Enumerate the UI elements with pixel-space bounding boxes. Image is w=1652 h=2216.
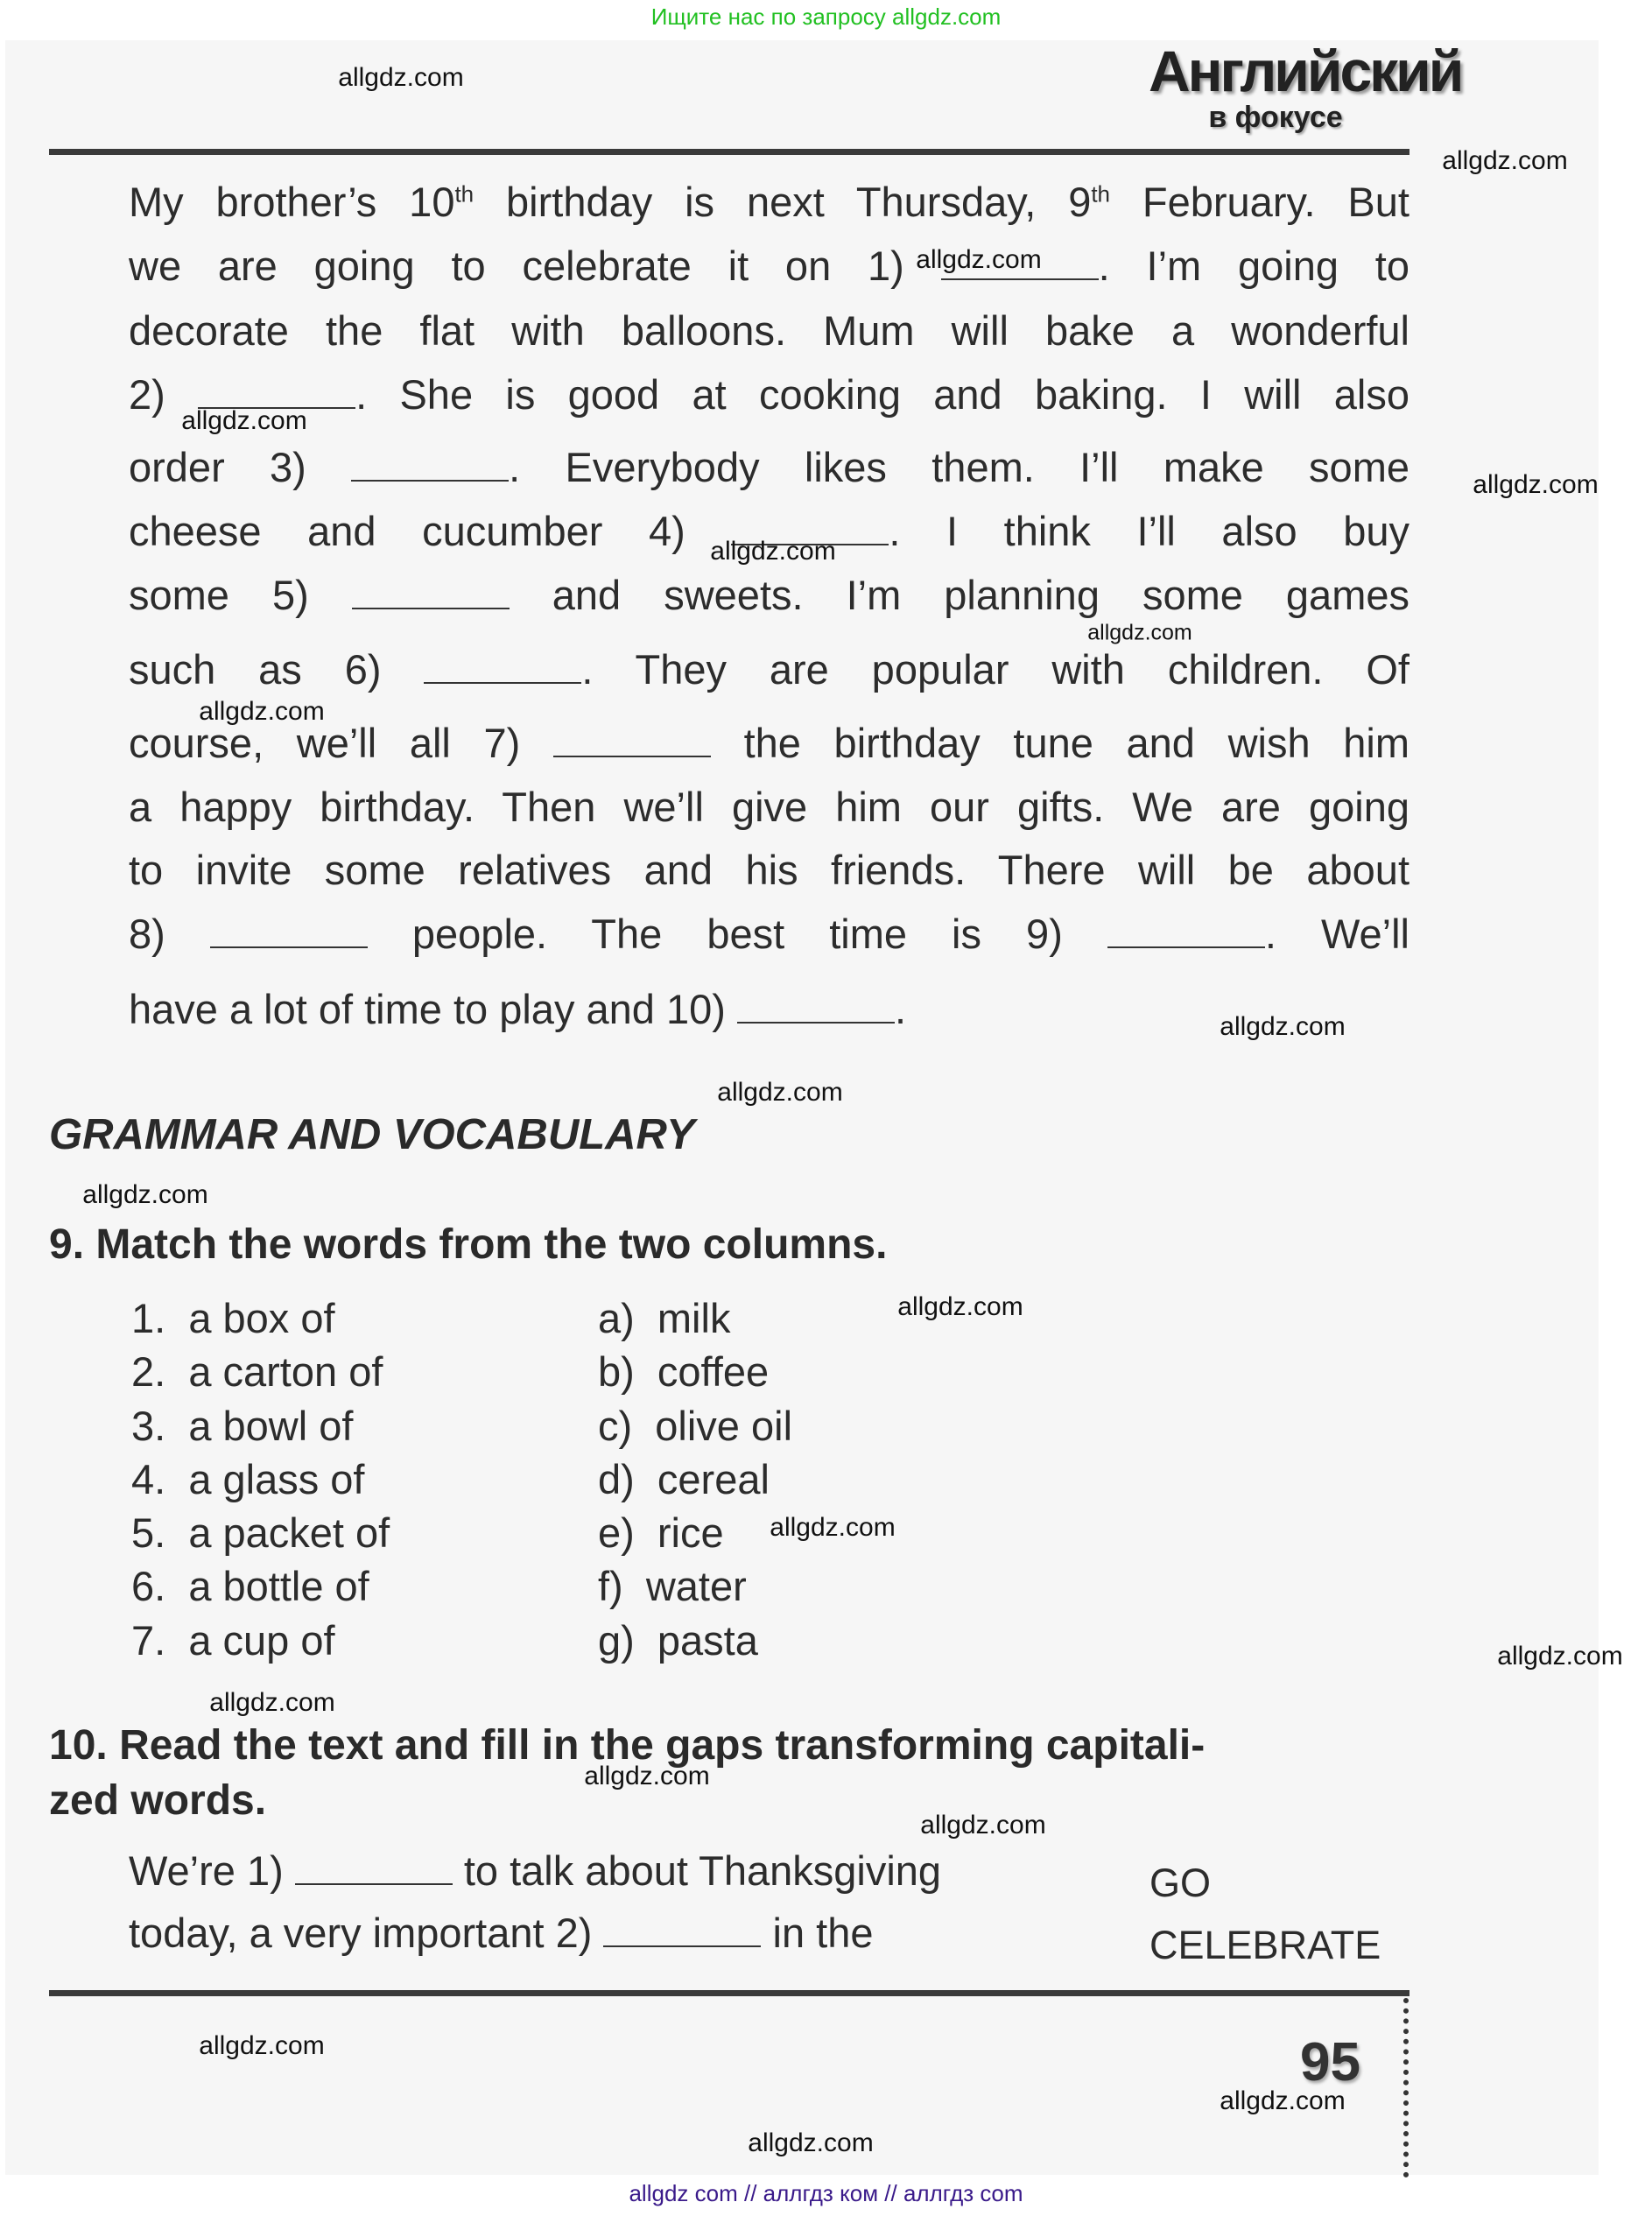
- match-item-left: 7. a cup of: [131, 1617, 335, 1664]
- watermark-text: allgdz.com: [181, 406, 307, 435]
- watermark-text: allgdz.com: [199, 2031, 325, 2060]
- watermark-text: allgdz.com: [338, 63, 464, 92]
- match-item-left: 4. a glass of: [131, 1456, 365, 1502]
- watermark-text: allgdz.com: [82, 1180, 208, 1209]
- text-segment: birthday is next Thursday, 9: [474, 179, 1092, 225]
- text-line: [129, 178, 1409, 227]
- text-segment: . We’ll: [1264, 911, 1409, 957]
- text-segment: . I think I’ll also buy: [889, 508, 1409, 554]
- text-line: [129, 846, 1409, 895]
- text-segment: to invite some relatives and his friends. There will be about: [129, 847, 1409, 893]
- text-segment: We’re 1): [129, 1847, 295, 1894]
- text-segment: and sweets. I’m planning some games: [509, 572, 1409, 618]
- watermark-text: allgdz.com: [1087, 620, 1192, 645]
- text-segment: .: [894, 986, 907, 1032]
- watermark-text: allgdz.com: [1220, 2086, 1346, 2115]
- watermark-text: allgdz.com: [1442, 146, 1568, 175]
- text-segment: course, we’ll all 7): [129, 720, 553, 766]
- text-segment: such as 6): [129, 646, 425, 693]
- text-line: [129, 571, 1409, 620]
- watermark-text: allgdz.com: [710, 537, 836, 566]
- capitalized-word: GO: [1149, 1861, 1212, 1905]
- logo-subtitle: в фокусе: [1208, 101, 1343, 134]
- answer-blank[interactable]: [424, 651, 581, 684]
- watermark-text: allgdz.com: [1220, 1012, 1346, 1041]
- watermark-text: allgdz.com: [717, 1078, 843, 1107]
- bottom-banner: allgdz com // аллгдз ком // аллгдз com: [629, 2180, 1023, 2206]
- answer-blank[interactable]: [1107, 915, 1265, 948]
- watermark-text: allgdz.com: [1497, 1642, 1623, 1671]
- top-rule: [49, 149, 1409, 155]
- text-segment: today, a very important 2): [129, 1910, 604, 1956]
- match-item-right: f) water: [598, 1563, 747, 1609]
- match-item-right: b) coffee: [598, 1348, 770, 1395]
- text-segment: to talk about Thanksgiving: [452, 1847, 942, 1894]
- answer-blank[interactable]: [603, 1914, 761, 1947]
- book-logo: [1149, 39, 1462, 134]
- text-segment: 2): [129, 371, 199, 418]
- text-segment: the birthday tune and wish him: [710, 720, 1409, 766]
- text-segment: in the: [761, 1910, 874, 1956]
- text-segment: we are going to celebrate it on 1): [129, 243, 941, 289]
- answer-blank[interactable]: [198, 376, 355, 409]
- match-item-left: 1. a box of: [131, 1295, 335, 1341]
- text-line: [129, 783, 1409, 832]
- watermark-text: allgdz.com: [897, 1292, 1023, 1321]
- text-segment: . She is good at cooking and baking. I will also: [355, 371, 1409, 418]
- text-segment: . Everybody likes them. I’ll make some: [509, 444, 1409, 490]
- answer-blank[interactable]: [210, 915, 368, 948]
- text-segment: cheese and cucumber 4): [129, 508, 732, 554]
- exercise-9-title: 9. Match the words from the two columns.: [49, 1221, 888, 1268]
- exercise-10-title-cont: zed words.: [49, 1777, 267, 1824]
- text-line: [129, 370, 1409, 419]
- dotted-margin-line: [1403, 1998, 1409, 2177]
- text-segment: have a lot of time to play and 10): [129, 986, 737, 1032]
- text-segment: My brother’s 10: [129, 179, 455, 225]
- capitalized-word: CELEBRATE: [1149, 1923, 1381, 1967]
- answer-blank[interactable]: [351, 448, 509, 482]
- exercise-10-title: 10. Read the text and fill in the gaps transforming capitali-: [49, 1722, 1206, 1769]
- top-banner: Ищите нас по запросу allgdz.com: [650, 4, 1002, 30]
- page-number: 95: [1300, 2032, 1360, 2093]
- match-item-left: 5. a packet of: [131, 1509, 390, 1556]
- text-segment: people. The best time is 9): [367, 911, 1107, 957]
- text-line: [129, 1847, 1409, 1896]
- answer-blank[interactable]: [737, 990, 895, 1024]
- match-item-right: e) rice: [598, 1509, 724, 1556]
- superscript: th: [454, 180, 475, 208]
- text-segment: 8): [129, 911, 210, 957]
- match-item-right: c) olive oil: [598, 1403, 793, 1449]
- watermark-text: allgdz.com: [199, 697, 325, 726]
- answer-blank[interactable]: [352, 576, 510, 609]
- match-item-left: 3. a bowl of: [131, 1403, 354, 1449]
- text-segment: February. But: [1110, 179, 1409, 225]
- logo-title: Английский: [1149, 39, 1462, 103]
- bottom-rule: [49, 1990, 1409, 1996]
- text-segment: . They are popular with children. Of: [581, 646, 1409, 693]
- text-segment: a happy birthday. Then we’ll give him our gifts. We are going: [129, 784, 1409, 830]
- text-line: [129, 985, 1409, 1034]
- text-line: [129, 242, 1409, 291]
- watermark-text: allgdz.com: [770, 1513, 896, 1542]
- match-item-left: 6. a bottle of: [131, 1563, 369, 1609]
- watermark-text: allgdz.com: [584, 1762, 710, 1790]
- match-item-right: a) milk: [598, 1295, 731, 1341]
- match-item-right: d) cereal: [598, 1456, 770, 1502]
- text-line: [129, 306, 1409, 355]
- answer-blank[interactable]: [553, 724, 711, 757]
- text-segment: some 5): [129, 572, 352, 618]
- section-heading: GRAMMAR AND VOCABULARY: [49, 1111, 695, 1158]
- text-segment: order 3): [129, 444, 352, 490]
- match-item-left: 2. a carton of: [131, 1348, 383, 1395]
- watermark-text: allgdz.com: [209, 1688, 335, 1717]
- text-line: [129, 910, 1409, 959]
- watermark-text: allgdz.com: [916, 245, 1042, 274]
- text-segment: . I’m going to: [1098, 243, 1409, 289]
- superscript: th: [1091, 180, 1111, 208]
- watermark-text: allgdz.com: [920, 1811, 1046, 1840]
- text-segment: decorate the flat with balloons. Mum will bake a wonderful: [129, 307, 1409, 354]
- text-line: [129, 645, 1409, 694]
- answer-blank[interactable]: [295, 1852, 453, 1885]
- text-line: [129, 443, 1409, 492]
- watermark-text: allgdz.com: [1473, 470, 1599, 499]
- match-item-right: g) pasta: [598, 1617, 758, 1664]
- watermark-text: allgdz.com: [748, 2128, 874, 2157]
